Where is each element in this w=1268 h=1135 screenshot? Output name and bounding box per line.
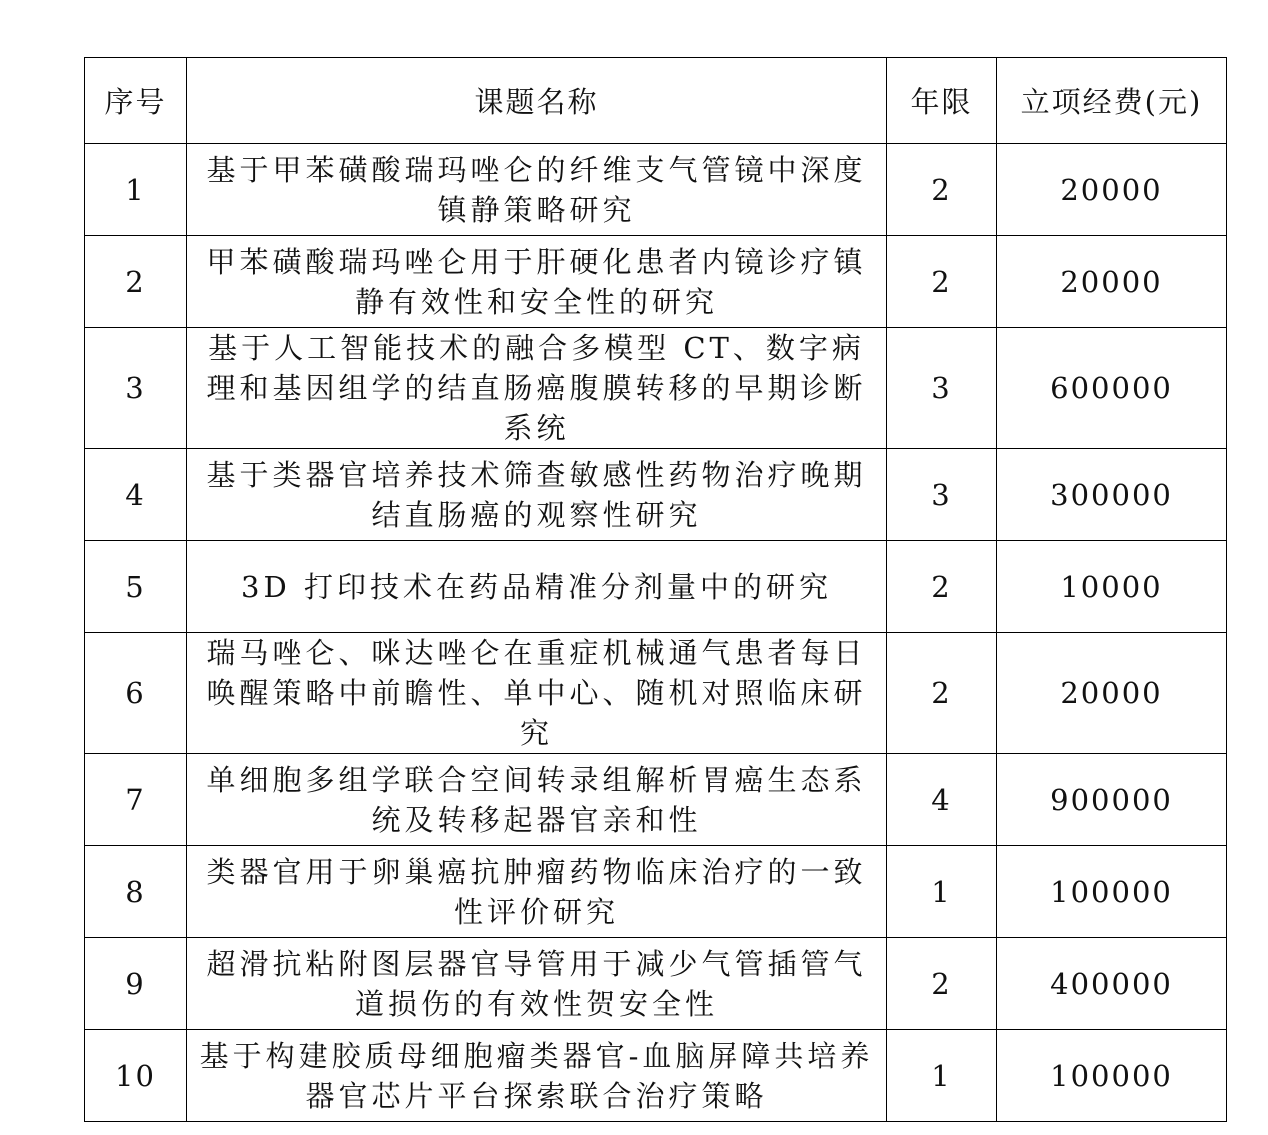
row-years: 3 [887, 449, 997, 541]
row-title-cell [187, 541, 887, 633]
row-title-cell [187, 754, 887, 846]
row-title: 基于人工智能技术的融合多模型 CT、数字病理和基因组学的结直肠癌腹膜转移的早期诊断系统 [206, 331, 867, 445]
header-title: 课题名称 [187, 58, 887, 144]
table-header [85, 58, 1227, 144]
row-title-cell [187, 328, 887, 449]
row-funding: 100000 [997, 1030, 1227, 1122]
row-funding: 400000 [997, 938, 1227, 1030]
table-row [85, 846, 1227, 938]
row-title: 超滑抗粘附图层器官导管用于减少气管插管气道损伤的有效性贺安全性 [206, 946, 867, 1021]
row-title: 单细胞多组学联合空间转录组解析胃癌生态系统及转移起器官亲和性 [206, 762, 867, 837]
row-title: 3D 打印技术在药品精准分剂量中的研究 [241, 569, 832, 604]
header-row [85, 58, 1227, 144]
row-title-cell [187, 633, 887, 754]
row-title-cell [187, 449, 887, 541]
row-years: 2 [887, 938, 997, 1030]
row-years: 4 [887, 754, 997, 846]
table-row [85, 449, 1227, 541]
row-no: 5 [85, 541, 187, 633]
row-title: 基于甲苯磺酸瑞玛唑仑的纤维支气管镜中深度镇静策略研究 [206, 152, 867, 227]
table-row [85, 1030, 1227, 1122]
row-no: 2 [85, 236, 187, 328]
row-years: 2 [887, 541, 997, 633]
row-no: 3 [85, 328, 187, 449]
table-row [85, 236, 1227, 328]
table-row [85, 938, 1227, 1030]
row-title-cell [187, 144, 887, 236]
row-title-cell [187, 938, 887, 1030]
row-funding: 10000 [997, 541, 1227, 633]
header-years: 年限 [887, 58, 997, 144]
row-title: 瑞马唑仑、咪达唑仑在重症机械通气患者每日唤醒策略中前瞻性、单中心、随机对照临床研究 [206, 636, 867, 750]
row-title-cell [187, 1030, 887, 1122]
row-no: 9 [85, 938, 187, 1030]
row-funding: 20000 [997, 633, 1227, 754]
row-no: 6 [85, 633, 187, 754]
row-title-cell [187, 846, 887, 938]
header-funding: 立项经费(元) [997, 58, 1227, 144]
row-years: 1 [887, 1030, 997, 1122]
row-no: 7 [85, 754, 187, 846]
table-body [85, 144, 1227, 1122]
row-funding: 100000 [997, 846, 1227, 938]
row-years: 2 [887, 236, 997, 328]
table-row [85, 633, 1227, 754]
row-no: 4 [85, 449, 187, 541]
row-title: 基于构建胶质母细胞瘤类器官-血脑屏障共培养器官芯片平台探索联合治疗策略 [199, 1038, 874, 1113]
row-title: 基于类器官培养技术筛查敏感性药物治疗晚期结直肠癌的观察性研究 [206, 457, 867, 532]
row-no: 8 [85, 846, 187, 938]
row-title-cell [187, 236, 887, 328]
row-no: 10 [85, 1030, 187, 1122]
row-years: 1 [887, 846, 997, 938]
header-no: 序号 [85, 58, 187, 144]
row-funding: 300000 [997, 449, 1227, 541]
row-funding: 20000 [997, 144, 1227, 236]
row-years: 3 [887, 328, 997, 449]
table-row [85, 144, 1227, 236]
row-title: 类器官用于卵巢癌抗肿瘤药物临床治疗的一致性评价研究 [206, 854, 867, 929]
row-funding: 600000 [997, 328, 1227, 449]
row-no: 1 [85, 144, 187, 236]
row-title: 甲苯磺酸瑞玛唑仑用于肝硬化患者内镜诊疗镇静有效性和安全性的研究 [206, 244, 867, 319]
funding-table [84, 57, 1227, 1122]
row-years: 2 [887, 633, 997, 754]
row-funding: 20000 [997, 236, 1227, 328]
table-row [85, 328, 1227, 449]
row-years: 2 [887, 144, 997, 236]
table-row [85, 754, 1227, 846]
row-funding: 900000 [997, 754, 1227, 846]
table-row [85, 541, 1227, 633]
